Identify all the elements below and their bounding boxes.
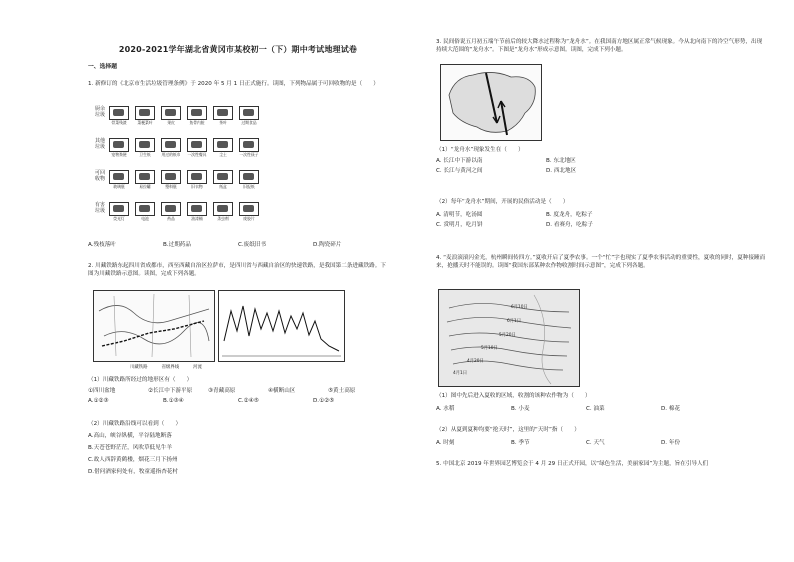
garbage-item-label: 一次性筷子 [239,152,259,157]
q3-sub2-option-a[interactable]: A. 清明节，吃汤圆 [436,212,483,218]
q3-sub2-option-c[interactable]: C. 赏明月，吃月饼 [436,222,483,228]
garbage-item-label: 宠物粪便 [111,152,127,157]
garbage-item-label: 一次性餐具 [187,152,207,157]
garbage-item-label: 电池 [141,216,149,221]
garbage-item [109,202,129,221]
q3-sub2: （2）每年“龙舟水”期间，开展的民俗活动是（ ） [436,199,569,205]
garbage-item-icon [187,106,207,120]
garbage-item-label: 塑料瓶 [165,184,177,189]
garbage-item [213,138,233,157]
garbage-item [135,138,155,157]
q4-sub2-option-a[interactable]: A. 时刻 [436,440,455,446]
garbage-item-label: 用过的纸巾 [161,152,181,157]
q2-sub1-option-b[interactable]: B.①③④ [163,398,184,404]
garbage-item-icon [109,170,129,184]
category-kitchen: 厨余垃圾 [95,106,106,118]
garbage-item-icon [109,202,129,216]
garbage-item-label: 鱼骨内脏 [189,120,205,125]
garbage-item-label: 果皮 [167,120,175,125]
q4-sub1-option-c[interactable]: C. 油菜 [586,406,605,412]
q2-item-5: ⑤黄土高原 [328,388,356,394]
q1-option-a[interactable]: A.残枝落叶 [88,242,116,248]
legend-river: 河流 [193,365,202,370]
garbage-item-icon [161,170,181,184]
garbage-item [239,170,259,189]
garbage-item-icon [187,138,207,152]
page-title: 2020-2021学年湖北省黄冈市某校初一（下）期中考试地理试卷 [118,45,358,54]
garbage-item-icon [161,202,181,216]
q1-options [88,240,388,248]
q4-sub2-options [436,438,736,446]
q2-sub1-option-c[interactable]: C.②④⑤ [238,398,259,404]
q2-sub1-items [88,386,388,394]
q2-item-4: ④横断山区 [268,388,296,394]
q2-sub2: （2）川藏铁路沿线可以看到（ ） [88,421,182,427]
garbage-item-label: 尘土 [219,152,227,157]
garbage-item-icon [135,202,155,216]
garbage-item-icon [213,202,233,216]
q4-sub1-option-a[interactable]: A. 水稻 [436,406,455,412]
isoline-label-3: 5月20日 [499,333,516,338]
q2-sub1-option-d[interactable]: D.①②⑤ [313,398,335,404]
q2-sub1: （1）川藏铁路所经过的地形区有（ ） [88,377,193,383]
garbage-item [135,170,155,189]
q1-stem: 1. 新修订的《北京市生活垃圾管理条例》于 2020 年 5 月 1 日正式施行。读图，下列物品属于可回收物的是（ ） [88,81,379,87]
garbage-item [187,202,207,221]
q4-sub1-options [436,404,736,412]
garbage-item-label: 药品 [167,216,175,221]
q2-sub2-option-b[interactable]: B.天苍苍野茫茫，风吹草低见牛羊 [88,445,172,451]
category-other: 其他垃圾 [95,138,106,150]
garbage-item-label: 骨菜残渣 [111,120,127,125]
garbage-item [239,202,259,221]
garbage-item [213,170,233,189]
garbage-item [161,202,181,221]
q2-sub2-option-c[interactable]: C.故人西辞黄鹤楼，烟花三月下扬州 [88,457,178,463]
garbage-item-label: 杀虫剂 [217,216,229,221]
garbage-item-label: 易拉罐 [139,184,151,189]
garbage-item-icon [239,170,259,184]
q1-option-c[interactable]: C.废纸旧书 [238,242,267,248]
garbage-item-label: 纸盒 [219,184,227,189]
china-map-svg [441,65,541,140]
isoline-label-2: 6月1日 [507,319,522,324]
q2-item-2: ②长江中下游平原 [148,388,193,394]
q3-sub1-option-b[interactable]: B. 东北地区 [546,158,576,164]
section-heading: 一、选择题 [88,64,117,70]
garbage-item [109,138,129,157]
garbage-item-label: 卫生纸 [139,152,151,157]
category-hazardous: 有害垃圾 [95,202,106,214]
garbage-item-label: 油漆桶 [191,216,203,221]
garbage-item [135,106,155,125]
garbage-item [161,170,181,189]
garbage-item-icon [161,106,181,120]
q4-sub2: （2）从夏到夏种均要“抢天时”，这里的“天时”指（ ） [436,427,580,433]
q2-sub1-option-a[interactable]: A.①②③ [88,398,109,404]
garbage-item-label: 废胶片 [243,216,255,221]
q4-sub1: （1）图中先后进入夏收的区域，收割的该种农作物为（ ） [436,393,591,399]
q3-sub2-option-d[interactable]: D. 看赛舟，吃粽子 [546,222,594,228]
garbage-item [161,138,181,157]
garbage-item [239,106,259,125]
garbage-item [161,106,181,125]
garbage-item-icon [109,106,129,120]
railway-map-svg [94,291,214,361]
garbage-item-icon [213,170,233,184]
garbage-item [135,202,155,221]
q3-sub1-options [436,156,656,174]
garbage-item [187,138,207,157]
isoline-label-4: 5月10日 [481,346,498,351]
q4-sub2-option-c[interactable]: C. 天气 [586,440,605,446]
garbage-item-label: 菜梗菜叶 [137,120,153,125]
garbage-item-icon [239,202,259,216]
map-legend [130,364,330,370]
garbage-item-label: 茶叶 [219,120,227,125]
garbage-item [187,106,207,125]
garbage-item-icon [109,138,129,152]
q3-sub1-option-a[interactable]: A. 长江中下游以南 [436,158,483,164]
q4-stem: 4. “麦浪滚滚闪金光，杭州瞬间传四方。”夏收开启了夏季农事。一个“忙”字也现实了夏季农事活动的重要性，夏收的同时，夏种接踵而来，抢播天时不能误的。读图“我国东部某种农作物收割时间示意图”，完成下列各题。 [436,255,766,270]
province-boundary [104,323,209,344]
garbage-item-label: 玻璃瓶 [113,184,125,189]
railway-profile [218,290,345,362]
garbage-item [109,170,129,189]
river-line [99,305,209,322]
q3-sub1-option-d[interactable]: D. 西北地区 [546,168,577,174]
garbage-item-label: 荧光灯 [113,216,125,221]
harvest-time-map [438,289,580,387]
q3-stem: 3. 民间俗说五月初五端午节前后的较大降水过程称为“龙舟水”。在我国南方地区属正常气候现象。今从北向南下的冷空气形势，出现持续大范围的“龙舟水”。下图是“龙舟水”形成示意图。读图，完成下列小题。 [436,39,763,54]
q1-option-d[interactable]: D.陶瓷碎片 [313,242,342,248]
q4-sub1-option-b[interactable]: B. 小麦 [511,406,530,412]
elevation-line [224,306,339,351]
garbage-item-icon [187,170,207,184]
isoline-label-5: 4月20日 [467,359,484,364]
sichuan-tibet-railway-map [93,290,215,362]
q2-item-3: ③青藏高原 [208,388,236,394]
garbage-item [187,170,207,189]
q1-option-b[interactable]: B.过期药品 [163,242,191,248]
q4-sub1-option-d[interactable]: D. 棉花 [661,406,681,412]
q5-stem: 5. 中国北京 2019 年世界园艺博览会于 4 月 29 日正式开园，以“绿色生活，美丽家园”为主题，旨在引导人们 [436,461,709,467]
legend-province-boundary: 省级界线 [161,365,180,370]
garbage-item-icon [239,138,259,152]
q2-sub1-options [88,398,388,404]
garbage-item-label: 旧衣物 [191,184,203,189]
elevation-profile-svg [219,291,344,361]
category-recyclable: 可回收物 [95,170,106,182]
garbage-item-label: 过期食品 [241,120,257,125]
garbage-item-icon [187,202,207,216]
garbage-item-icon [161,138,181,152]
garbage-item-icon [135,138,155,152]
q2-sub2-option-a[interactable]: A.高山，峡谷纵横，平谷陆地断落 [88,433,172,439]
garbage-item [109,106,129,125]
isoline-label-6: 4月1日 [453,371,468,376]
garbage-item-label: 旧报纸 [243,184,255,189]
q2-stem: 2. 川藏铁路东起四川省成都市，西至西藏自治区拉萨市，是四川省与西藏自治区的快速铁路，是我国第二条进藏铁路。下图为川藏铁路示意图。读图，完成下列各题。 [88,263,386,278]
q4-sub2-option-d[interactable]: D. 年份 [661,440,681,446]
q2-sub2-option-d[interactable]: D.借问酒家何处有，牧童遥指杏花村 [88,469,178,475]
q3-sub2-option-b[interactable]: B. 度龙舟，吃粽子 [546,212,593,218]
q3-sub1-option-c[interactable]: C. 长江与黄河之间 [436,168,483,174]
isoline-label-1: 6月10日 [511,305,528,310]
garbage-item-icon [135,106,155,120]
garbage-item [213,106,233,125]
q3-sub2-options [436,210,656,228]
garbage-item-icon [213,106,233,120]
q3-sub1: （1）“龙舟水”现象发生在（ ） [436,147,524,153]
garbage-sorting-chart [95,106,265,230]
legend-railway: 川藏铁路 [130,365,148,370]
garbage-item-icon [239,106,259,120]
garbage-item [213,202,233,221]
dragon-boat-rain-map [440,64,542,141]
garbage-item-icon [213,138,233,152]
q4-sub2-option-b[interactable]: B. 季节 [511,440,530,446]
garbage-item-icon [135,170,155,184]
q2-item-1: ①四川盆地 [88,388,116,394]
terrain-lines [114,294,191,357]
garbage-item [239,138,259,157]
